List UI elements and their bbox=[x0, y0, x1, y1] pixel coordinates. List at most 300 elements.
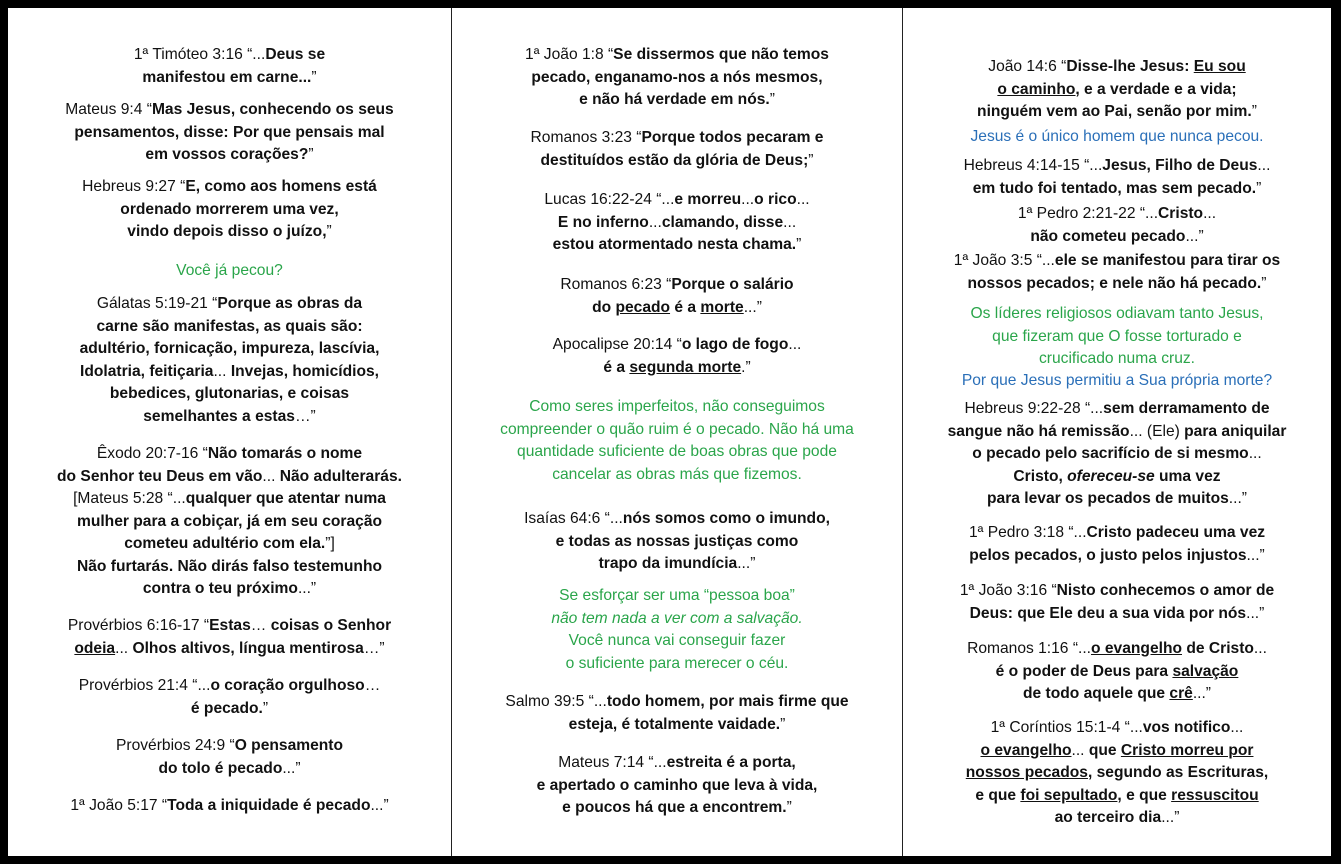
text-line bbox=[14, 466, 445, 489]
text-line bbox=[14, 443, 445, 466]
text-segment: não tem nada a ver com a salvação. bbox=[551, 609, 803, 627]
text-segment: ... bbox=[1248, 445, 1262, 462]
text-segment: quantidade suficiente de boas obras que pode bbox=[517, 443, 837, 460]
text-line bbox=[905, 250, 1329, 273]
text-segment: de todo aquele que bbox=[1022, 685, 1170, 702]
text-segment: é a bbox=[603, 358, 630, 376]
verse-block bbox=[905, 398, 1329, 511]
text-line bbox=[905, 717, 1329, 740]
text-segment: Estas bbox=[209, 617, 251, 634]
text-segment: ...” bbox=[282, 759, 301, 777]
text-segment: do tolo é pecado bbox=[158, 759, 283, 777]
verse-block bbox=[456, 189, 898, 257]
text-line bbox=[456, 553, 898, 576]
text-line bbox=[14, 99, 445, 122]
verse-block bbox=[456, 127, 898, 172]
text-segment: sangue não há remissão bbox=[947, 422, 1130, 440]
column-2 bbox=[452, 8, 903, 856]
text-line bbox=[905, 370, 1329, 393]
text-segment: Não furtarás. Não dirás falso testemunho bbox=[76, 557, 382, 575]
text-segment: para aniquilar bbox=[1184, 422, 1287, 440]
text-segment: o suficiente para merecer o céu. bbox=[565, 654, 789, 672]
text-segment: ordenado morrerem uma vez, bbox=[120, 200, 339, 218]
text-segment: do Senhor teu Deus em vão bbox=[57, 467, 263, 485]
text-segment: o lago de fogo bbox=[681, 336, 789, 353]
verse-block bbox=[905, 203, 1329, 248]
text-line bbox=[456, 67, 898, 90]
verse-block bbox=[14, 675, 445, 720]
text-line bbox=[905, 785, 1329, 808]
column-1 bbox=[8, 8, 452, 856]
text-segment: carne são manifestas, as quais são: bbox=[96, 317, 363, 335]
commentary-block bbox=[14, 260, 445, 283]
text-segment: ofereceu-se bbox=[1067, 467, 1155, 485]
text-segment: Hebreus 4:14-15 “... bbox=[963, 157, 1103, 174]
text-segment: é a bbox=[670, 298, 701, 316]
text-segment: do bbox=[592, 298, 616, 316]
text-line bbox=[905, 603, 1329, 626]
text-segment: nossos pecados bbox=[965, 764, 1088, 781]
text-segment: Romanos 6:23 “ bbox=[560, 276, 672, 293]
commentary-block bbox=[456, 585, 898, 675]
text-line bbox=[14, 556, 445, 579]
text-line bbox=[456, 691, 898, 714]
verse-block bbox=[905, 638, 1329, 706]
text-line bbox=[456, 585, 898, 608]
verse-block bbox=[456, 752, 898, 820]
text-segment: …” bbox=[294, 407, 316, 425]
text-line bbox=[14, 638, 445, 661]
text-segment: ” bbox=[1261, 274, 1267, 292]
text-segment: Cristo morreu por bbox=[1120, 741, 1254, 759]
text-line bbox=[14, 361, 445, 384]
text-segment: ...” bbox=[1228, 490, 1247, 507]
text-segment: 1ª João 5:17 “ bbox=[70, 797, 168, 814]
text-segment: e a verdade e a vida; bbox=[1079, 80, 1237, 98]
text-segment: Deus: que Ele deu a sua vida por nós bbox=[969, 604, 1247, 622]
text-segment: qualquer que atentar numa bbox=[185, 490, 386, 507]
text-line bbox=[905, 522, 1329, 545]
text-segment: , e que bbox=[1117, 786, 1172, 804]
text-line bbox=[456, 419, 898, 442]
text-segment: ” bbox=[1256, 179, 1262, 197]
text-segment: Lucas 16:22-24 “... bbox=[544, 191, 675, 208]
text-segment: João 14:6 “ bbox=[988, 58, 1067, 75]
commentary-block bbox=[905, 303, 1329, 371]
text-segment: o evangelho bbox=[980, 741, 1072, 759]
text-segment: ” bbox=[796, 236, 802, 253]
text-segment: ...” bbox=[1192, 685, 1212, 702]
text-segment: Provérbios 6:16-17 “ bbox=[67, 617, 210, 634]
text-segment: Disse-lhe Jesus: bbox=[1066, 58, 1194, 75]
text-segment: 1ª João 1:8 “ bbox=[525, 46, 614, 63]
text-segment: ...” bbox=[370, 797, 389, 814]
text-line bbox=[14, 758, 445, 781]
text-segment: uma vez bbox=[1154, 467, 1221, 485]
text-segment: ” bbox=[769, 91, 775, 108]
verse-block bbox=[905, 155, 1329, 200]
text-segment: é pecado. bbox=[190, 699, 263, 717]
text-line bbox=[905, 79, 1329, 102]
text-line bbox=[905, 421, 1329, 444]
text-segment: ... bbox=[788, 336, 802, 353]
text-segment: 1ª Pedro 2:21-22 “... bbox=[1017, 205, 1159, 222]
text-segment: coisas o Senhor bbox=[270, 617, 392, 634]
text-line bbox=[456, 752, 898, 775]
text-segment: ressuscitou bbox=[1171, 786, 1259, 804]
text-segment: 1ª Timóteo 3:16 “... bbox=[133, 46, 266, 63]
verse-block bbox=[905, 250, 1329, 295]
text-segment: não cometeu pecado bbox=[1030, 227, 1186, 245]
text-segment: estou atormentado nesta chama. bbox=[552, 236, 797, 253]
text-segment: Cristo padeceu uma vez bbox=[1086, 524, 1266, 541]
column-3 bbox=[903, 8, 1331, 856]
text-line bbox=[905, 303, 1329, 326]
text-segment: crê bbox=[1169, 685, 1193, 702]
text-line bbox=[14, 221, 445, 244]
text-line bbox=[905, 683, 1329, 706]
text-segment: nós somos como o imundo, bbox=[622, 510, 830, 527]
text-segment: .” bbox=[741, 358, 751, 376]
text-line bbox=[905, 807, 1329, 830]
text-line bbox=[14, 338, 445, 361]
text-line bbox=[14, 176, 445, 199]
text-segment: Cristo bbox=[1158, 205, 1204, 222]
text-line bbox=[456, 44, 898, 67]
text-line bbox=[456, 714, 898, 737]
text-segment: Eu sou bbox=[1193, 58, 1246, 75]
text-segment: destituídos estão da glória de Deus; bbox=[540, 151, 809, 169]
text-segment: pensamentos, disse: Por que pensais mal bbox=[74, 123, 385, 141]
text-segment: que bbox=[1088, 741, 1121, 759]
text-segment: e não há verdade em nós. bbox=[579, 91, 770, 108]
text-segment: crucificado numa cruz. bbox=[1039, 350, 1195, 367]
text-segment: ...” bbox=[737, 555, 756, 572]
text-segment: vindo depois disso o juízo, bbox=[127, 223, 327, 240]
text-segment: O pensamento bbox=[234, 737, 344, 754]
text-segment: Olhos altivos, língua mentirosa bbox=[132, 639, 364, 657]
text-segment: Romanos 1:16 “... bbox=[967, 640, 1092, 657]
text-segment: Se esforçar ser uma “pessoa boa” bbox=[559, 587, 795, 604]
verse-block bbox=[905, 717, 1329, 830]
verse-block bbox=[14, 615, 445, 660]
verse-block bbox=[456, 274, 898, 319]
text-segment: compreender o quão ruim é o pecado. Não há uma bbox=[500, 420, 854, 438]
text-line bbox=[14, 293, 445, 316]
text-segment: contra o teu próximo bbox=[142, 580, 298, 597]
text-segment: nossos pecados; e nele não há pecado. bbox=[967, 274, 1262, 292]
text-segment: manifestou em carne... bbox=[142, 68, 312, 86]
verse-block bbox=[905, 580, 1329, 625]
text-line bbox=[905, 226, 1329, 249]
text-segment: em vossos corações? bbox=[145, 146, 309, 163]
text-line bbox=[14, 44, 445, 67]
verse-block bbox=[456, 44, 898, 112]
text-segment: … bbox=[250, 617, 271, 634]
text-line bbox=[14, 406, 445, 429]
text-line bbox=[456, 234, 898, 257]
text-line bbox=[14, 144, 445, 167]
text-segment: Êxodo 20:7-16 “ bbox=[96, 445, 208, 462]
text-segment: morte bbox=[700, 298, 744, 316]
text-line bbox=[14, 511, 445, 534]
text-segment: ...” bbox=[743, 298, 762, 316]
text-line bbox=[905, 178, 1329, 201]
text-segment: esteja, é totalmente vaidade. bbox=[568, 715, 781, 733]
text-line bbox=[456, 508, 898, 531]
text-segment: Deus se bbox=[265, 46, 326, 63]
text-segment: ...” bbox=[1246, 546, 1265, 564]
text-segment: 1ª João 3:5 “... bbox=[953, 252, 1055, 269]
text-line bbox=[905, 126, 1329, 149]
text-line bbox=[456, 630, 898, 653]
text-line bbox=[905, 203, 1329, 226]
text-line bbox=[14, 698, 445, 721]
text-segment: Por que Jesus permitiu a Sua própria morte? bbox=[961, 372, 1273, 389]
text-segment: pecado, enganamo-nos a nós mesmos, bbox=[531, 68, 823, 86]
text-segment: de Cristo bbox=[1182, 640, 1254, 657]
text-segment: em tudo foi tentado, mas sem pecado. bbox=[972, 179, 1257, 197]
text-line bbox=[456, 334, 898, 357]
text-segment: pelos pecados, o justo pelos injustos bbox=[969, 546, 1247, 564]
text-segment: Se dissermos que não temos bbox=[613, 46, 829, 63]
text-segment: , segundo as Escrituras, bbox=[1087, 764, 1269, 781]
text-segment: o coração orgulhoso bbox=[210, 677, 365, 694]
text-segment: ao terceiro dia bbox=[1054, 809, 1162, 826]
text-line bbox=[14, 260, 445, 283]
text-segment: ... bbox=[1253, 640, 1267, 657]
text-segment: mulher para a cobiçar, já em seu coração bbox=[76, 512, 383, 530]
verse-block bbox=[14, 293, 445, 428]
text-line bbox=[905, 545, 1329, 568]
text-segment: foi sepultado bbox=[1020, 786, 1118, 804]
verse-block bbox=[14, 443, 445, 601]
text-line bbox=[456, 797, 898, 820]
text-segment: ... bbox=[1203, 205, 1217, 222]
text-segment: Hebreus 9:27 “ bbox=[82, 178, 186, 195]
text-segment: Salmo 39:5 “... bbox=[505, 693, 607, 710]
text-line bbox=[905, 580, 1329, 603]
text-segment: Como seres imperfeitos, não conseguimos bbox=[529, 398, 825, 415]
text-line bbox=[456, 189, 898, 212]
text-segment: todo homem, por mais firme que bbox=[606, 693, 849, 710]
text-line bbox=[905, 762, 1329, 785]
text-segment: Hebreus 9:22-28 “... bbox=[964, 400, 1104, 417]
verse-block bbox=[14, 735, 445, 780]
text-line bbox=[14, 122, 445, 145]
text-segment: Mateus 7:14 “... bbox=[558, 754, 667, 771]
text-segment: ” bbox=[262, 699, 269, 717]
text-segment: adultério, fornicação, impureza, lascívia, bbox=[79, 340, 380, 357]
text-segment: ...” bbox=[297, 580, 317, 597]
text-segment: cancelar as obras más que fizemos. bbox=[552, 465, 802, 483]
text-segment: … bbox=[364, 677, 381, 694]
text-line bbox=[456, 150, 898, 173]
text-line bbox=[456, 274, 898, 297]
text-segment: e morreu bbox=[674, 191, 742, 208]
text-line bbox=[905, 443, 1329, 466]
text-line bbox=[14, 795, 445, 818]
text-line bbox=[905, 740, 1329, 763]
text-segment: E no inferno bbox=[557, 213, 649, 231]
text-segment: ... bbox=[213, 362, 231, 380]
text-line bbox=[456, 441, 898, 464]
text-segment: Os líderes religiosos odiavam tanto Jesus, bbox=[970, 305, 1264, 322]
text-segment: ” bbox=[311, 68, 317, 86]
text-line bbox=[456, 89, 898, 112]
text-line bbox=[14, 578, 445, 601]
text-segment: ” bbox=[308, 146, 314, 163]
text-segment: ...” bbox=[1161, 809, 1180, 826]
text-segment: ” bbox=[786, 799, 792, 816]
text-segment: Gálatas 5:19-21 “ bbox=[96, 295, 218, 312]
text-segment: 1ª João 3:16 “ bbox=[959, 582, 1057, 599]
text-segment: o rico bbox=[754, 191, 797, 208]
commentary-block bbox=[456, 396, 898, 486]
verse-block bbox=[905, 56, 1329, 124]
text-segment: ... bbox=[1071, 741, 1089, 759]
verse-block bbox=[14, 176, 445, 244]
text-segment: o evangelho bbox=[1091, 640, 1182, 657]
text-segment: sem derramamento de bbox=[1103, 400, 1270, 417]
text-line bbox=[14, 488, 445, 511]
text-segment: ” bbox=[326, 223, 332, 240]
verse-block bbox=[905, 522, 1329, 567]
verse-block bbox=[456, 691, 898, 736]
text-segment: ” bbox=[1251, 103, 1257, 120]
text-segment: vos notifico bbox=[1142, 719, 1231, 736]
text-line bbox=[14, 316, 445, 339]
text-segment: segunda morte bbox=[629, 358, 742, 376]
text-segment: Provérbios 24:9 “ bbox=[115, 737, 235, 754]
text-segment: o pecado pelo sacrifício de si mesmo bbox=[972, 445, 1249, 462]
text-line bbox=[905, 466, 1329, 489]
verse-block bbox=[456, 334, 898, 379]
text-line bbox=[14, 615, 445, 638]
text-segment: ... bbox=[783, 213, 797, 231]
text-line bbox=[905, 273, 1329, 296]
text-segment: Porque o salário bbox=[671, 276, 794, 293]
text-segment: 1ª Pedro 3:18 “... bbox=[968, 524, 1087, 541]
text-segment: salvação bbox=[1172, 662, 1239, 680]
text-segment: e que bbox=[975, 786, 1021, 804]
text-segment: Provérbios 21:4 “... bbox=[78, 677, 211, 694]
text-segment: odeia bbox=[74, 639, 116, 657]
text-segment: que fizeram que O fosse torturado e bbox=[992, 327, 1242, 345]
text-segment: e poucos há que a encontrem. bbox=[562, 799, 787, 816]
text-line bbox=[14, 533, 445, 556]
text-segment: é o poder de Deus para bbox=[995, 662, 1173, 680]
text-segment: ”] bbox=[325, 535, 335, 552]
text-segment: ” bbox=[808, 151, 814, 169]
tract-sheet bbox=[8, 8, 1331, 856]
text-line bbox=[905, 488, 1329, 511]
text-segment: Porque as obras da bbox=[217, 295, 363, 312]
text-segment: Porque todos pecaram e bbox=[641, 129, 824, 146]
text-segment: cometeu adultério com ela. bbox=[124, 535, 326, 552]
text-segment: Apocalipse 20:14 “ bbox=[552, 336, 682, 353]
text-segment: e todas as nossas justiças como bbox=[555, 532, 799, 550]
text-segment: ... bbox=[648, 213, 662, 231]
text-segment: Jesus, Filho de Deus bbox=[1102, 157, 1258, 174]
text-segment: Não adulterarás. bbox=[279, 467, 402, 485]
text-line bbox=[456, 357, 898, 380]
text-line bbox=[456, 297, 898, 320]
text-segment: …” bbox=[363, 639, 385, 657]
text-segment: e apertado o caminho que leva à vida, bbox=[536, 776, 818, 794]
text-segment: ” bbox=[780, 715, 786, 733]
text-segment: Você já pecou? bbox=[176, 262, 283, 279]
text-segment: semelhantes a estas bbox=[143, 407, 295, 425]
text-line bbox=[14, 199, 445, 222]
text-segment: ... bbox=[115, 639, 133, 657]
text-segment: Toda a iniquidade é pecado bbox=[167, 797, 371, 814]
commentary-block bbox=[905, 126, 1329, 149]
text-line bbox=[905, 155, 1329, 178]
text-segment: ninguém vem ao Pai, senão por mim. bbox=[977, 103, 1252, 120]
text-segment: E, como aos homens está bbox=[185, 178, 377, 195]
verse-block bbox=[14, 44, 445, 89]
text-line bbox=[905, 661, 1329, 684]
text-line bbox=[905, 398, 1329, 421]
text-segment: Jesus é o único homem que nunca pecou. bbox=[970, 128, 1264, 145]
text-line bbox=[905, 56, 1329, 79]
verse-block bbox=[14, 99, 445, 167]
text-segment: pecado bbox=[615, 298, 671, 316]
text-line bbox=[14, 675, 445, 698]
text-segment: bebedices, glutonarias, e coisas bbox=[109, 385, 350, 402]
text-segment: trapo da imundícia bbox=[598, 555, 738, 572]
text-line bbox=[905, 326, 1329, 349]
text-segment: 1ª Coríntios 15:1-4 “... bbox=[990, 719, 1143, 736]
text-line bbox=[456, 608, 898, 631]
text-line bbox=[456, 531, 898, 554]
text-line bbox=[905, 348, 1329, 371]
text-segment: ... bbox=[1230, 719, 1244, 736]
text-segment: ...” bbox=[1185, 227, 1204, 245]
text-line bbox=[456, 464, 898, 487]
text-segment: ... (Ele) bbox=[1129, 422, 1185, 440]
text-segment: ... bbox=[1257, 157, 1271, 174]
text-segment: Não tomarás o nome bbox=[207, 445, 363, 462]
text-segment: [Mateus 5:28 “... bbox=[73, 490, 186, 507]
text-segment: ele se manifestou para tirar os bbox=[1054, 252, 1281, 269]
text-line bbox=[905, 638, 1329, 661]
text-segment: Nisto conhecemos o amor de bbox=[1056, 582, 1275, 599]
text-segment: Mas Jesus, conhecendo os seus bbox=[151, 101, 394, 118]
verse-block bbox=[456, 508, 898, 576]
text-line bbox=[14, 383, 445, 406]
text-segment: Mateus 9:4 “ bbox=[65, 101, 152, 118]
text-segment: o caminho, bbox=[997, 80, 1080, 98]
text-segment: Você nunca vai conseguir fazer bbox=[568, 632, 786, 649]
commentary-block bbox=[905, 370, 1329, 393]
text-line bbox=[456, 127, 898, 150]
text-line bbox=[14, 67, 445, 90]
text-line bbox=[456, 653, 898, 676]
text-segment: Invejas, homicídios, bbox=[230, 362, 379, 380]
text-segment: Romanos 3:23 “ bbox=[530, 129, 642, 146]
text-segment: ... bbox=[262, 467, 280, 485]
text-segment: estreita é a porta, bbox=[666, 754, 796, 771]
text-line bbox=[456, 212, 898, 235]
text-segment: ... bbox=[741, 191, 755, 208]
text-segment: para levar os pecados de muitos bbox=[987, 490, 1229, 507]
text-segment: ... bbox=[796, 191, 810, 208]
text-segment: Idolatria, feitiçaria bbox=[80, 362, 214, 380]
text-line bbox=[456, 396, 898, 419]
text-segment: Cristo, bbox=[1013, 467, 1068, 485]
